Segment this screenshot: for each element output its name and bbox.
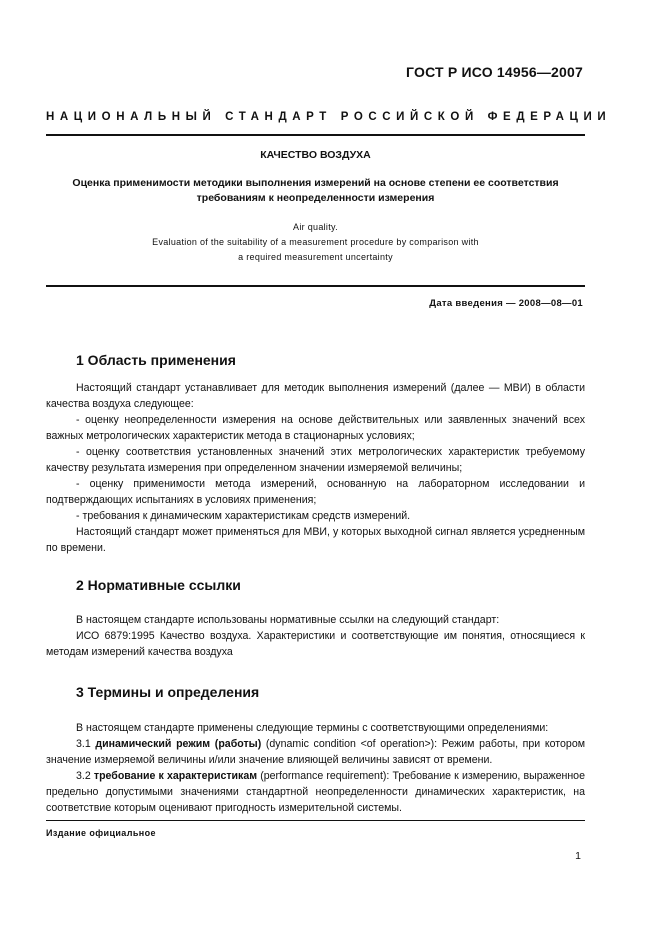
paragraph: ИСО 6879:1995 Качество воздуха. Характеристики и соответствующие им понятия, относящиеся к методам измерений качества воздуха [46, 630, 585, 658]
english-title-line-1: Air quality. [293, 222, 338, 232]
page-number: 1 [575, 850, 581, 862]
section-2-body [46, 612, 585, 660]
term-definition-3-2 [46, 768, 585, 816]
paragraph: - оценку соответствия установленных значений этих метрологических характеристик требуемому качеству результата измерения при определенном значении измеряемой величины; [46, 446, 585, 474]
document-subtitle [46, 176, 585, 206]
term-definition: (performance requirement): Требование к измерению, выраженное предельно допустимыми значениями стандартной неопределенности динамических характеристик, на соответствие которым оценивают пригодность измерительной системы. [46, 770, 585, 814]
title-rule [46, 285, 585, 287]
section-2-heading: 2 Нормативные ссылки [76, 577, 241, 593]
introduction-date: Дата введения — 2008—08—01 [429, 298, 583, 309]
term-name: динамический режим (работы) [95, 738, 262, 750]
paragraph: - оценку неопределенности измерения на основе действительных или заявленных значений всех важных метрологических характеристик метода в стационарных условиях; [46, 414, 585, 442]
term-definition: (dynamic condition <of operation>): Режим работы, при котором значение измеряемой величины и/или значение влияющей величины зависят от времени. [46, 738, 585, 766]
paragraph: - требования к динамическим характеристикам средств измерений. [76, 510, 411, 522]
term-name: требование к характеристикам [93, 770, 258, 782]
term-number: 3.2 [76, 770, 91, 782]
section-3-heading: 3 Термины и определения [76, 684, 260, 700]
section-1-heading: 1 Область применения [76, 352, 236, 368]
term-number: 3.1 [76, 738, 91, 750]
subtitle-line-1: Оценка применимости методики выполнения измерений на основе степени ее соответствия [72, 177, 559, 189]
section-3-body [46, 720, 585, 816]
national-standard-banner: НАЦИОНАЛЬНЫЙ СТАНДАРТ РОССИЙСКОЙ ФЕДЕРАЦИИ [46, 111, 612, 123]
english-title [46, 220, 585, 265]
header-rule [46, 134, 585, 136]
term-definition-3-1 [46, 736, 585, 768]
paragraph: В настоящем стандарте использованы нормативные ссылки на следующий стандарт: [76, 614, 500, 626]
document-id: ГОСТ Р ИСО 14956—2007 [406, 64, 583, 80]
english-title-line-3: a required measurement uncertainty [238, 252, 393, 262]
paragraph: Настоящий стандарт может применяться для МВИ, у которых выходной сигнал является усредненным по времени. [46, 526, 585, 554]
subtitle-line-2: требованиям к неопределенности измерения [196, 192, 435, 204]
footer-rule [46, 820, 585, 821]
document-title: КАЧЕСТВО ВОЗДУХА [260, 149, 371, 161]
paragraph: - оценку применимости метода измерений, основанную на лабораторном исследовании и подтверждающих испытаниях в условиях применения; [46, 478, 585, 506]
paragraph: В настоящем стандарте применены следующие термины с соответствующими определениями: [76, 722, 549, 734]
english-title-line-2: Evaluation of the suitability of a measurement procedure by comparison with [152, 237, 479, 247]
paragraph: Настоящий стандарт устанавливает для методик выполнения измерений (далее — МВИ) в области качества воздуха следующее: [46, 382, 585, 410]
section-1-body [46, 380, 585, 556]
edition-label: Издание официальное [46, 828, 156, 838]
